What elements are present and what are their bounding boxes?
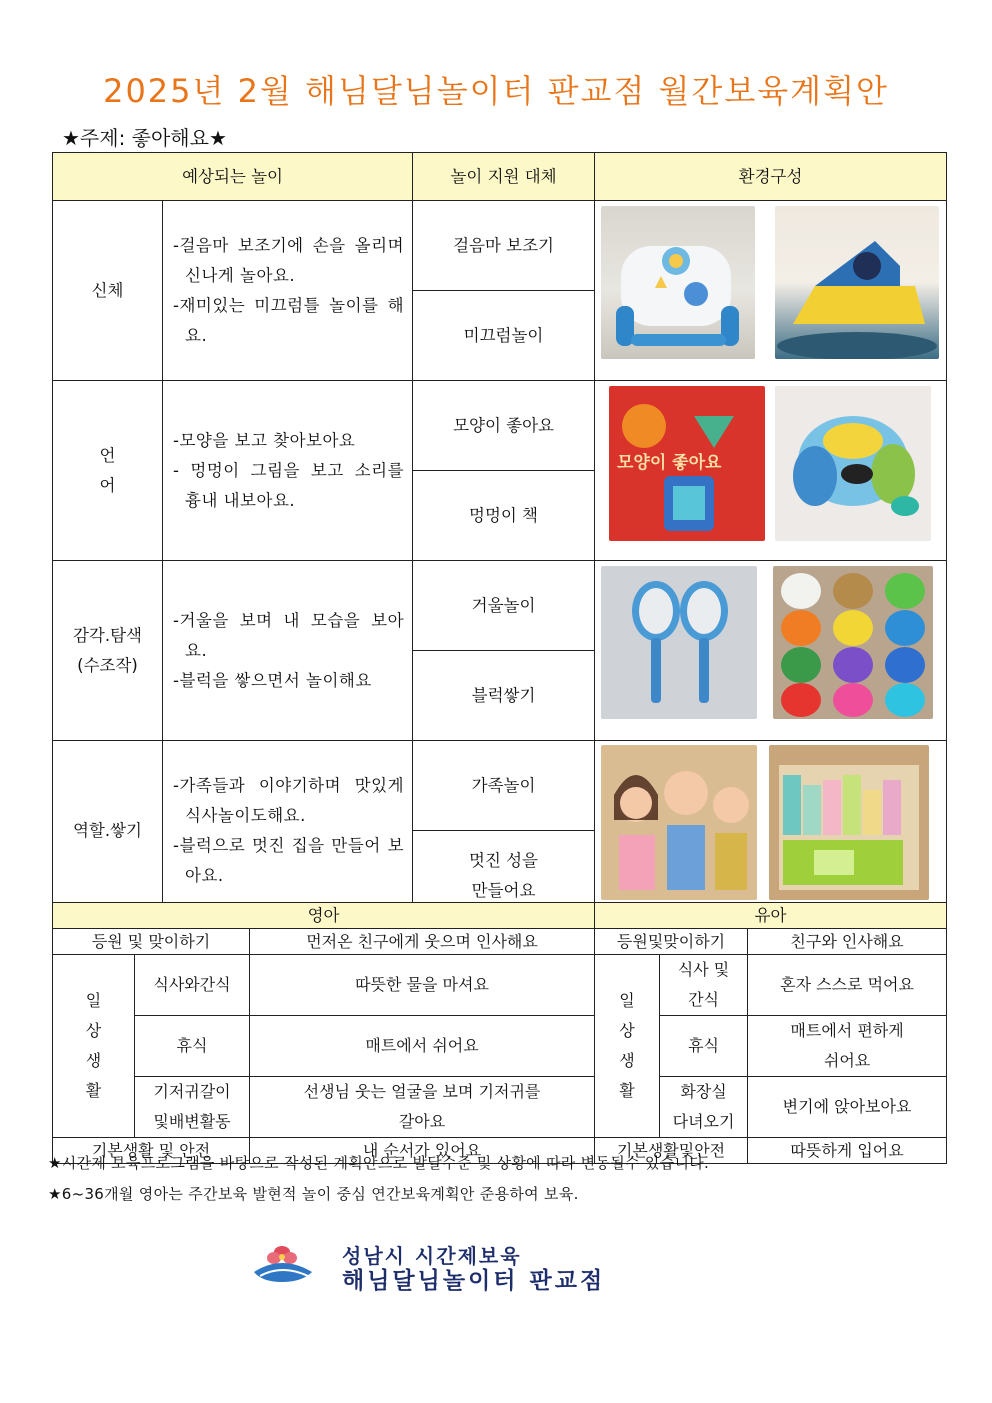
support-item: 미끄럼놀이 — [413, 291, 595, 381]
infant-arrival-text: 먼저온 친구에게 웃으며 인사해요 — [250, 929, 595, 955]
support-item: 거울놀이 — [413, 561, 595, 651]
header-support: 놀이 지원 대체 — [413, 153, 595, 201]
desc-line: -재미있는 미끄럼틀 놀이를 해요. — [173, 295, 405, 345]
desc-line: -블럭으로 멋진 집을 만들어 보아요. — [173, 835, 405, 885]
category-sensory: 감각.탐색 (수조작) — [53, 561, 163, 741]
seongnam-emblem-icon — [252, 1238, 332, 1288]
toddler-arrival-label: 등원및맞이하기 — [595, 929, 748, 955]
play-description — [163, 381, 413, 561]
support-item: 모양이 좋아요 — [413, 381, 595, 471]
theme-label: ★주제: 좋아해요★ — [62, 126, 227, 150]
category-role: 역할.쌓기 — [53, 741, 163, 921]
family-puppets-photo — [601, 745, 757, 900]
header-row — [53, 153, 947, 201]
plan-table — [52, 152, 947, 921]
desc-line: -거울을 보며 내 모습을 보아요. — [173, 610, 405, 660]
env-photos — [595, 381, 947, 561]
walker-photo — [601, 206, 755, 359]
note-line: ★시간제 보육프로그램을 바탕으로 작성된 계획안으로 발달수준 및 상황에 따라 변동될수 있습니다. — [48, 1154, 710, 1172]
toddler-basic-label: 기본생활및안전 — [595, 1138, 748, 1164]
support-item: 가족놀이 — [413, 741, 595, 831]
toddler-rest-label: 휴식 — [660, 1016, 748, 1077]
header-env: 환경구성 — [595, 153, 947, 201]
row-role — [53, 741, 947, 831]
row-language — [53, 381, 947, 471]
infant-section-label: 영아 — [53, 903, 595, 929]
infant-diaper-text: 선생님 웃는 얼굴을 보며 기저귀를 갈아요 — [250, 1077, 595, 1138]
desc-line: -블럭을 쌓으면서 놀이해요 — [173, 670, 372, 690]
infant-arrival-label: 등원 및 맞이하기 — [53, 929, 250, 955]
play-description — [163, 741, 413, 921]
toddler-section-label: 유아 — [595, 903, 947, 929]
logo-line1: 성남시 시간제보육 — [342, 1244, 522, 1268]
toddler-basic-text: 따뜻하게 입어요 — [748, 1138, 947, 1164]
center-logo — [252, 1238, 702, 1294]
shape-book-photo — [609, 386, 765, 541]
daily-table — [52, 902, 947, 1164]
book-cover-title: 모양이 좋아요 — [617, 453, 722, 473]
egg-shakers-photo — [773, 566, 933, 719]
note-line: ★6~36개월 영아는 주간보육 발현적 놀이 중심 연간보육계획안 준용하여 보육. — [48, 1185, 579, 1203]
toddler-rest-text: 매트에서 편하게 쉬어요 — [748, 1016, 947, 1077]
infant-rest-label: 휴식 — [135, 1016, 250, 1077]
mirror-photo — [601, 566, 757, 719]
play-description — [163, 201, 413, 381]
toddler-toilet-label: 화장실 다녀오기 — [660, 1077, 748, 1138]
toddler-daily-label: 일 상 생 활 — [595, 955, 660, 1138]
env-photos — [595, 741, 947, 921]
slide-photo — [775, 206, 939, 359]
infant-rest-text: 매트에서 쉬어요 — [250, 1016, 595, 1077]
blocks-photo — [769, 745, 929, 900]
env-photos — [595, 201, 947, 381]
logo-line2: 해님달님놀이터 판교점 — [342, 1268, 606, 1294]
toddler-toilet-text: 변기에 앉아보아요 — [748, 1077, 947, 1138]
toddler-meal-label: 식사 및 간식 — [660, 955, 748, 1016]
infant-meal-text: 따뜻한 물을 마셔요 — [250, 955, 595, 1016]
support-item: 멋진 성을 만들어요 — [413, 831, 595, 921]
support-item: 멍멍이 책 — [413, 471, 595, 561]
row-sensory — [53, 561, 947, 651]
category-language: 언 어 — [53, 381, 163, 561]
support-item: 블럭쌓기 — [413, 651, 595, 741]
toddler-arrival-text: 친구와 인사해요 — [748, 929, 947, 955]
desc-line: -가족들과 이야기하며 맛있게 식사놀이도해요. — [173, 775, 405, 825]
row-physical — [53, 201, 947, 291]
infant-meal-label: 식사와간식 — [135, 955, 250, 1016]
play-description — [163, 561, 413, 741]
desc-line: -걸음마 보조기에 손을 올리며 신나게 놀아요. — [173, 235, 405, 285]
page-title: 2025년 2월 해님달님놀이터 판교점 월간보육계획안 — [103, 72, 889, 110]
infant-basic-label: 기본생활 및 안전 — [53, 1138, 250, 1164]
dog-book-photo — [775, 386, 931, 541]
desc-line: - 멍멍이 그림을 보고 소리를 흉내 내보아요. — [173, 460, 405, 510]
env-photos — [595, 561, 947, 741]
infant-daily-label: 일 상 생 활 — [53, 955, 135, 1138]
header-play: 예상되는 놀이 — [53, 153, 413, 201]
infant-diaper-label: 기저귀갈이 및배변활동 — [135, 1077, 250, 1138]
support-item: 걸음마 보조기 — [413, 201, 595, 291]
toddler-meal-text: 혼자 스스로 먹어요 — [748, 955, 947, 1016]
category-physical: 신체 — [53, 201, 163, 381]
desc-line: -모양을 보고 찾아보아요 — [173, 430, 356, 450]
infant-basic-text: 내 순서가 있어요 — [250, 1138, 595, 1164]
